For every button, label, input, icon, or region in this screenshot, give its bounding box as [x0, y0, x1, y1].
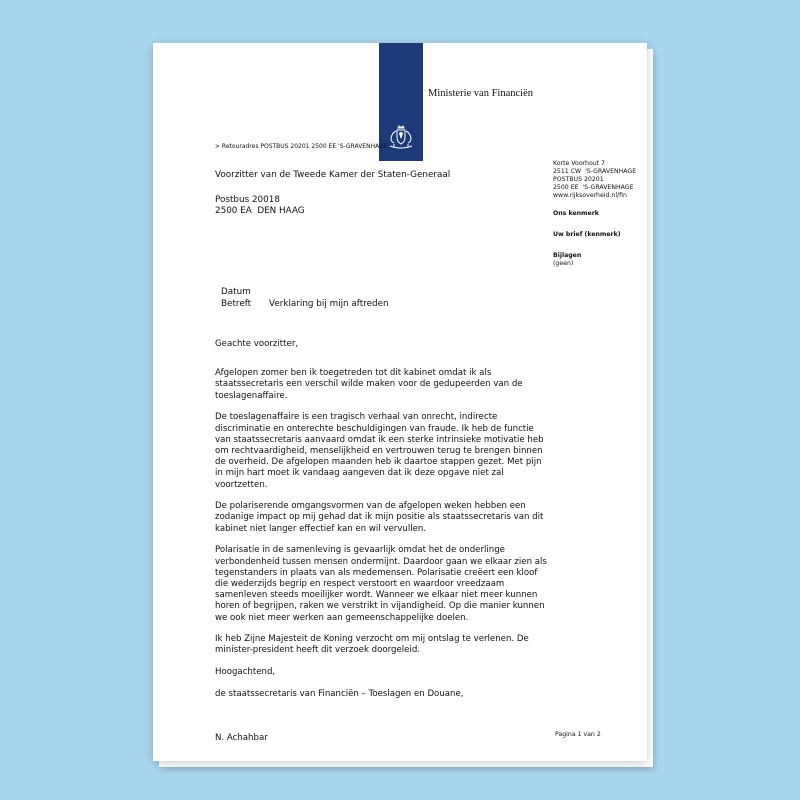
betreft-label: Betreft [221, 298, 252, 309]
closing: Hoogachtend, [215, 667, 276, 678]
addressee-block [215, 170, 450, 218]
paragraph-1: Afgelopen zomer ben ik toegetreden tot dit kabinet omdat ik als staatssecretaris een verschil wilde maken voor de gedupeerden van de toeslagenaffaire. [215, 368, 523, 401]
sender-website: www.rijksoverheid.nl/fin [553, 192, 627, 199]
bijlagen-value: (geen) [553, 260, 574, 267]
signatory-name: N. Achahbar [215, 733, 268, 744]
sender-postbus-city: 2500 EE 'S-GRAVENHAGE [553, 184, 634, 191]
bijlagen-label: Bijlagen [553, 252, 582, 259]
letter-page [153, 43, 647, 761]
uw-brief-label: Uw brief (kenmerk) [553, 231, 621, 238]
betreft-value: Verklaring bij mijn aftreden [269, 298, 389, 309]
paragraph-4: Polarisatie in de samenleving is gevaarlijk omdat het de onderlinge verbondenheid tussen mensen ondermijnt. Daardoor gaan we elkaar zien als tegenstanders in plaats van als medemensen. Polarisatie creëert een kloof die wederzijds begrip en respect verstoort en waardoor vreedzaam samenleven steeds moeilijker wordt. Wanneer we elkaar niet meer kunnen horen of begrijpen, raken we verstrikt in vijandigheid. Op die manier kunnen we ook niet meer werken aan gemeenschappelijke doelen. [215, 545, 547, 623]
letter-body [215, 339, 547, 755]
addressee-name: Voorzitter van de Tweede Kamer der Staten-Generaal [215, 170, 451, 180]
ministry-name: Ministerie van Financiën [428, 88, 533, 99]
ons-kenmerk-label: Ons kenmerk [553, 210, 599, 217]
signatory-title: de staatssecretaris van Financiën – Toeslagen en Douane, [215, 688, 464, 699]
addressee-postbus: Postbus 20018 [215, 194, 280, 205]
paragraph-2: De toeslagenaffaire is een tragisch verhaal van onrecht, indirecte discriminatie en onterechte beschuldigingen van fraude. Ik heb de functie van staatssecretaris aanvaard omdat ik een sterke intrinsieke motivatie heb om rechtvaardigheid, menselijkheid en vertrouwen terug te brengen binnen de overheid. De afgelopen maanden heb ik daartoe stappen gezet. Met pijn in mijn hart moet ik vandaag aangeven dat ik deze opgave niet zal voortzetten. [215, 412, 544, 490]
coat-of-arms-icon [387, 125, 415, 151]
page-number: Pagina 1 van 2 [555, 731, 601, 738]
paragraph-3: De polariserende omgangsvormen van de afgelopen weken hebben een zodanige impact op mij gehad dat ik mijn positie als staatssecretaris van dit kabinet niet langer effectief kan en wil vervullen. [215, 501, 544, 534]
datum-label: Datum [221, 287, 251, 297]
sender-city: 2511 CW 'S-GRAVENHAGE [553, 168, 637, 175]
paragraph-5: Ik heb Zijne Majesteit de Koning verzocht om mij ontslag te verlenen. De minister-president heeft dit verzoek doorgeleid. [215, 634, 529, 656]
return-address: > Retouradres POSTBUS 20201 2500 EE 'S-GRAVENHAGE [215, 143, 388, 150]
sender-postbus: POSTBUS 20201 [553, 176, 604, 183]
addressee-city: 2500 EA DEN HAAG [215, 206, 305, 216]
letter-meta [221, 287, 389, 310]
sender-street: Korte Voorhout 7 [553, 160, 605, 167]
sender-sidebar [553, 160, 636, 268]
salutation: Geachte voorzitter, [215, 339, 299, 349]
